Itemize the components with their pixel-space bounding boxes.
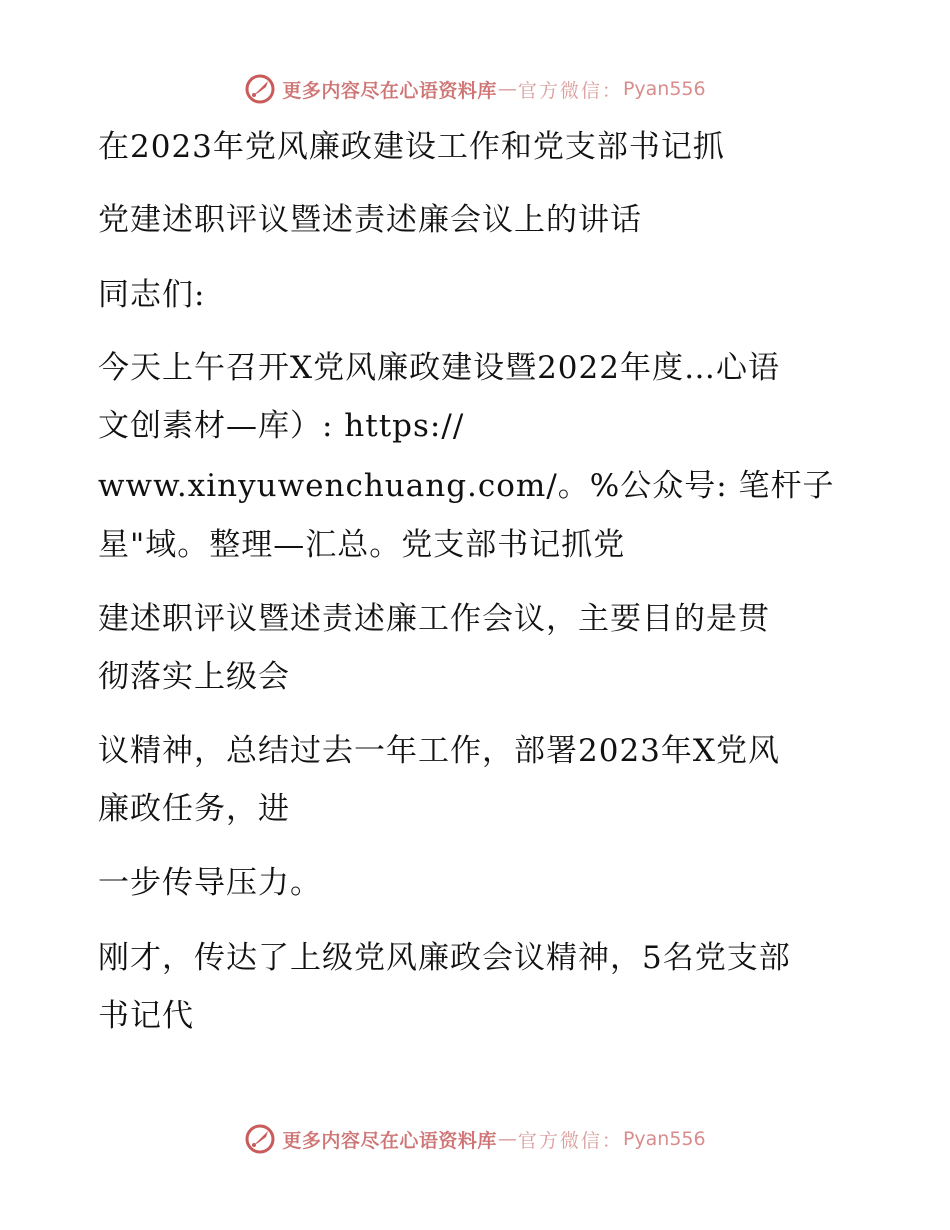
quill-logo-icon <box>244 73 276 105</box>
paragraph-line: 廉政任务，进 <box>98 791 290 827</box>
paragraph-line: 星"域。整理—汇总。党支部书记抓党 <box>98 527 626 563</box>
watermark-main-text: 更多内容尽在心语资料库 <box>282 1129 497 1152</box>
watermark-wechat-label: 官方微信： <box>517 1129 623 1152</box>
paragraph-line: 书记代 <box>98 998 194 1034</box>
watermark-separator: — <box>497 1128 517 1150</box>
watermark-separator: — <box>497 78 517 100</box>
paragraph-line: 议精神，总结过去一年工作，部署2023年X党风 <box>98 733 780 769</box>
header-watermark <box>0 73 950 105</box>
paragraph-line: 今天上午召开X党风廉政建设暨2022年度…心语 <box>98 350 780 386</box>
watermark-wechat-id: Pyan556 <box>622 78 706 100</box>
footer-watermark <box>0 1123 950 1155</box>
paragraph-line: 文创素材—库）: https:// <box>98 408 465 444</box>
title-line-2: 党建述职评议暨述责述廉会议上的讲话 <box>98 202 642 238</box>
paragraph-line: 一步传导压力。 <box>98 865 322 901</box>
watermark-wechat-id: Pyan556 <box>622 1128 706 1150</box>
salutation: 同志们: <box>98 277 206 313</box>
title-line-1: 在2023年党风廉政建设工作和党支部书记抓 <box>98 129 725 165</box>
paragraph-line: 彻落实上级会 <box>98 659 290 695</box>
paragraph-line: www.xinyuwenchuang.com/。%公众号: 笔杆子 <box>98 468 835 504</box>
watermark-main-text: 更多内容尽在心语资料库 <box>282 79 497 102</box>
paragraph-line: 刚才，传达了上级党风廉政会议精神，5名党支部 <box>98 940 791 976</box>
quill-logo-icon <box>244 1123 276 1155</box>
paragraph-line: 建述职评议暨述责述廉工作会议，主要目的是贯 <box>98 601 770 637</box>
watermark-wechat-label: 官方微信： <box>517 79 623 102</box>
